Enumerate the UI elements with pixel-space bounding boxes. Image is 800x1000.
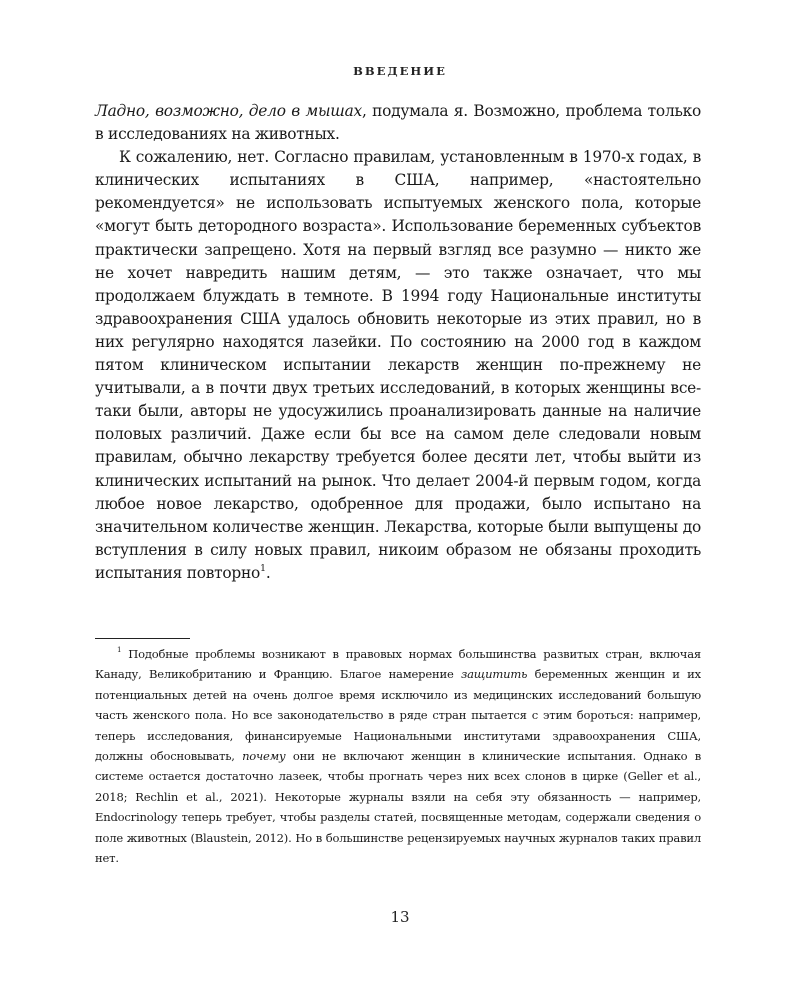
- italic-word: почему: [242, 749, 286, 764]
- body-text: [95, 100, 701, 585]
- footnote-part: они не включают женщин в клинические испытания. Однако в системе остается достаточно лазеек, чтобы прогнать через них всех слонов в цирке (Geller et al., 2018; Rechlin et al., 2021). Некоторые журналы взяли на себя эту обязанность — например, Endocrinology теперь требует, чтобы разделы статей, посвященные методам, содержали сведения о поле животных (Blaustein, 2012). Но в большинстве рецензируемых научных журналов таких правил нет.: [95, 749, 701, 866]
- footnote-reference: 1: [260, 562, 266, 574]
- paragraph: [95, 100, 701, 146]
- footnote-separator: [95, 638, 190, 639]
- paragraph-text: , подумала я. Возможно, проблема только в исследованиях на животных.: [95, 102, 701, 144]
- italic-word: защитить: [460, 667, 528, 682]
- running-head: ВВЕДЕНИЕ: [353, 64, 447, 78]
- footnote-marker: 1: [117, 645, 122, 655]
- footnote: [95, 644, 701, 868]
- page-number: 13: [390, 908, 410, 926]
- footnote-part: Подобные проблемы возникают в правовых нормах большинства развитых стран, включая Канаду, Великобританию и Францию. Благое намерение: [95, 647, 701, 682]
- paragraph-text: К сожалению, нет. Согласно правилам, установленным в 1970-х годах, в клинических испытаниях в США, например, «настоятельно рекомендуется» не использовать испытуемых женского пола, которые «могут быть детородного возраста». Использование беременных субъектов практически запрещено. Хотя на первый взгляд все разумно — никто же не хочет навредить нашим детям, — это также означает, что мы продолжаем блуждать в темноте. В 1994 году Национальные институты здравоохранения США удалось обновить некоторые из этих правил, но в них регулярно находятся лазейки. По состоянию на 2000 год в каждом пятом клиническом испытании лекарств женщин по-прежнему не учитывали, а в почти двух третьих исследований, в которых женщины все-таки были, авторы не удосужились проанализировать данные на наличие половых различий. Даже если бы все на самом деле следовали новым правилам, обычно лекарству требуется более десяти лет, чтобы выйти из клинических испытаний на рынок. Что делает 2004-й первым годом, когда любое новое лекарство, одобренное для продажи, было испытано на значительном количестве женщин. Лекарства, которые были выпущены до вступления в силу новых правил, никоим образом не обязаны проходить испытания повторно: [95, 148, 701, 582]
- italic-phrase: Ладно, возможно, дело в мышах: [95, 102, 362, 120]
- footnote-part: беременных женщин и их потенциальных детей на очень долгое время исключило из медицинских исследований большую часть женского пола. Но все законодательство в ряде стран пытается с этим бороться: например, теперь исследования, финансируемые Национальными институтами здравоохранения США, должны обосновывать,: [95, 667, 701, 764]
- paragraph: К сожалению, нет. Согласно правилам, установленным в 1970-х годах, в клинических испытаниях в США, например, «настоятельно рекомендуется» не использовать испытуемых женского пола, которые «могут быть детородного возраста». Использование беременных субъектов практически запрещено. Хотя на первый взгляд все разумно — никто же не хочет навредить нашим детям, — это также означает, что мы продолжаем блуждать в темноте. В 1994 году Национальные институты здравоохранения США удалось обновить некоторые из этих правил, но в них регулярно находятся лазейки. По состоянию на 2000 год в каждом пятом клиническом испытании лекарств женщин по-прежнему не учитывали, а в почти двух третьих исследований, в которых женщины все-таки были, авторы не удосужились проанализировать данные на наличие половых различий. Даже если бы все на самом деле следовали новым правилам, обычно лекарству требуется более десяти лет, чтобы выйти из клинических испытаний на рынок. Что делает 2004-й первым годом, когда любое новое лекарство, одобренное для продажи, было испытано на значительном количестве женщин. Лекарства, которые были выпущены до вступления в силу новых правил, никоим образом не обязаны проходить испытания повторно$^1$.: [95, 148, 701, 582]
- footnote-text: [95, 644, 701, 868]
